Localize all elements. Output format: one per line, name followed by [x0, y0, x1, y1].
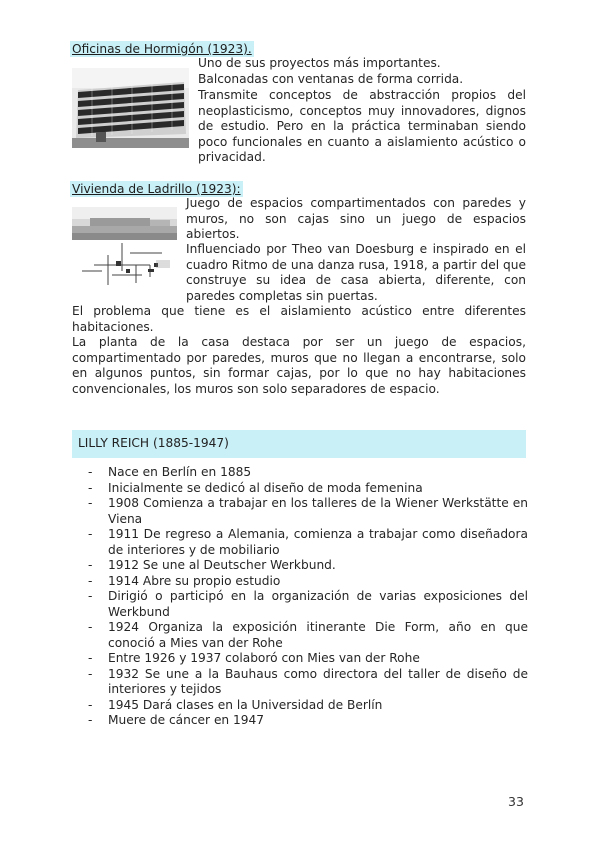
brick-house-illustration	[72, 207, 177, 240]
lilly-reich-title-box	[72, 430, 526, 458]
section-heading-oficinas: Oficinas de Hormigón (1923).	[72, 42, 252, 56]
list-item: - Inicialmente se dedicó al diseño de moda femenina	[88, 480, 423, 495]
list-bullet: -	[88, 589, 93, 603]
brick-house-photo	[72, 207, 177, 240]
section1-line-2: Balconadas con ventanas de forma corrida.	[198, 72, 464, 86]
page-number: 33	[508, 794, 524, 809]
list-item: - 1924 Organiza la exposición itinerante Die Form, año en que conoció a Mies van der Rohe	[88, 620, 528, 650]
list-bullet: -	[88, 620, 93, 634]
list-item: - 1932 Se une a la Bauhaus como directora del taller de diseño de interiores y tejidos	[88, 666, 528, 696]
list-bullet: -	[88, 527, 93, 541]
list-bullet: -	[88, 558, 93, 572]
list-item: - Nace en Berlín en 1885	[88, 465, 252, 479]
list-item: - Muere de cáncer en 1947	[88, 713, 265, 727]
lilly-reich-title: LILLY REICH (1885-1947)	[78, 436, 229, 450]
list-item: - 1914 Abre su propio estudio	[88, 573, 281, 588]
section-heading-vivienda: Vivienda de Ladrillo (1923):	[72, 182, 241, 196]
list-item: - 1912 Se une al Deutscher Werkbund.	[88, 558, 336, 572]
list-item: - 1945 Dará clases en la Universidad de Berlín	[88, 697, 383, 712]
section1-line-3: Transmite conceptos de abstracción propios del neoplasticismo, conceptos muy innovadores, dignos de estudio. Pero en la práctica terminaban siendo poco funcionales en cuanto a aislamiento acústico o privacidad.	[198, 88, 526, 164]
list-bullet: -	[88, 666, 93, 681]
list-item: - Entre 1926 y 1937 colaboró con Mies van der Rohe	[88, 651, 420, 665]
list-item: - 1911 De regreso a Alemania, comienza a trabajar como diseñadora de interiores y de mobiliario	[88, 527, 528, 557]
office-building-illustration	[72, 68, 189, 148]
list-bullet: -	[88, 465, 93, 479]
section2-paragraph-2: La planta de la casa destaca por ser un juego de espacios, compartimentado por paredes, muros que no llegan a encontrarse, solo en algunos puntos, sin formar cajas, por lo que no hay habitaciones convencionales, los muros son solo separadores de espacio.	[72, 335, 526, 396]
list-bullet: -	[88, 651, 93, 665]
floor-plan-illustration	[72, 241, 177, 289]
list-bullet: -	[88, 697, 93, 712]
section2-paragraph-1: El problema que tiene es el aislamiento acústico entre diferentes habitaciones.	[72, 304, 526, 334]
list-bullet: -	[88, 480, 93, 495]
lilly-reich-bio-list	[88, 465, 528, 729]
list-bullet: -	[88, 713, 93, 727]
office-building-photo	[72, 68, 189, 148]
list-bullet: -	[88, 496, 93, 510]
brick-house-floor-plan	[72, 241, 177, 289]
list-item: - 1908 Comienza a trabajar en los talleres de la Wiener Werkstätte en Viena	[88, 496, 528, 526]
section1-line-1: Uno de sus proyectos más importantes.	[198, 56, 441, 70]
section2-line-1: Juego de espacios compartimentados con paredes y muros, no son cajas sino un juego de espacios abiertos.	[186, 196, 526, 241]
list-bullet: -	[88, 573, 93, 588]
list-item: - Dirigió o participó en la organización de varias exposiciones del Werkbund	[88, 589, 528, 619]
section2-line-2: Influenciado por Theo van Doesburg e inspirado en el cuadro Ritmo de una danza rusa, 1918, a partir del que construye su idea de casa abierta, diferente, con paredes completas sin puertas.	[186, 242, 526, 303]
